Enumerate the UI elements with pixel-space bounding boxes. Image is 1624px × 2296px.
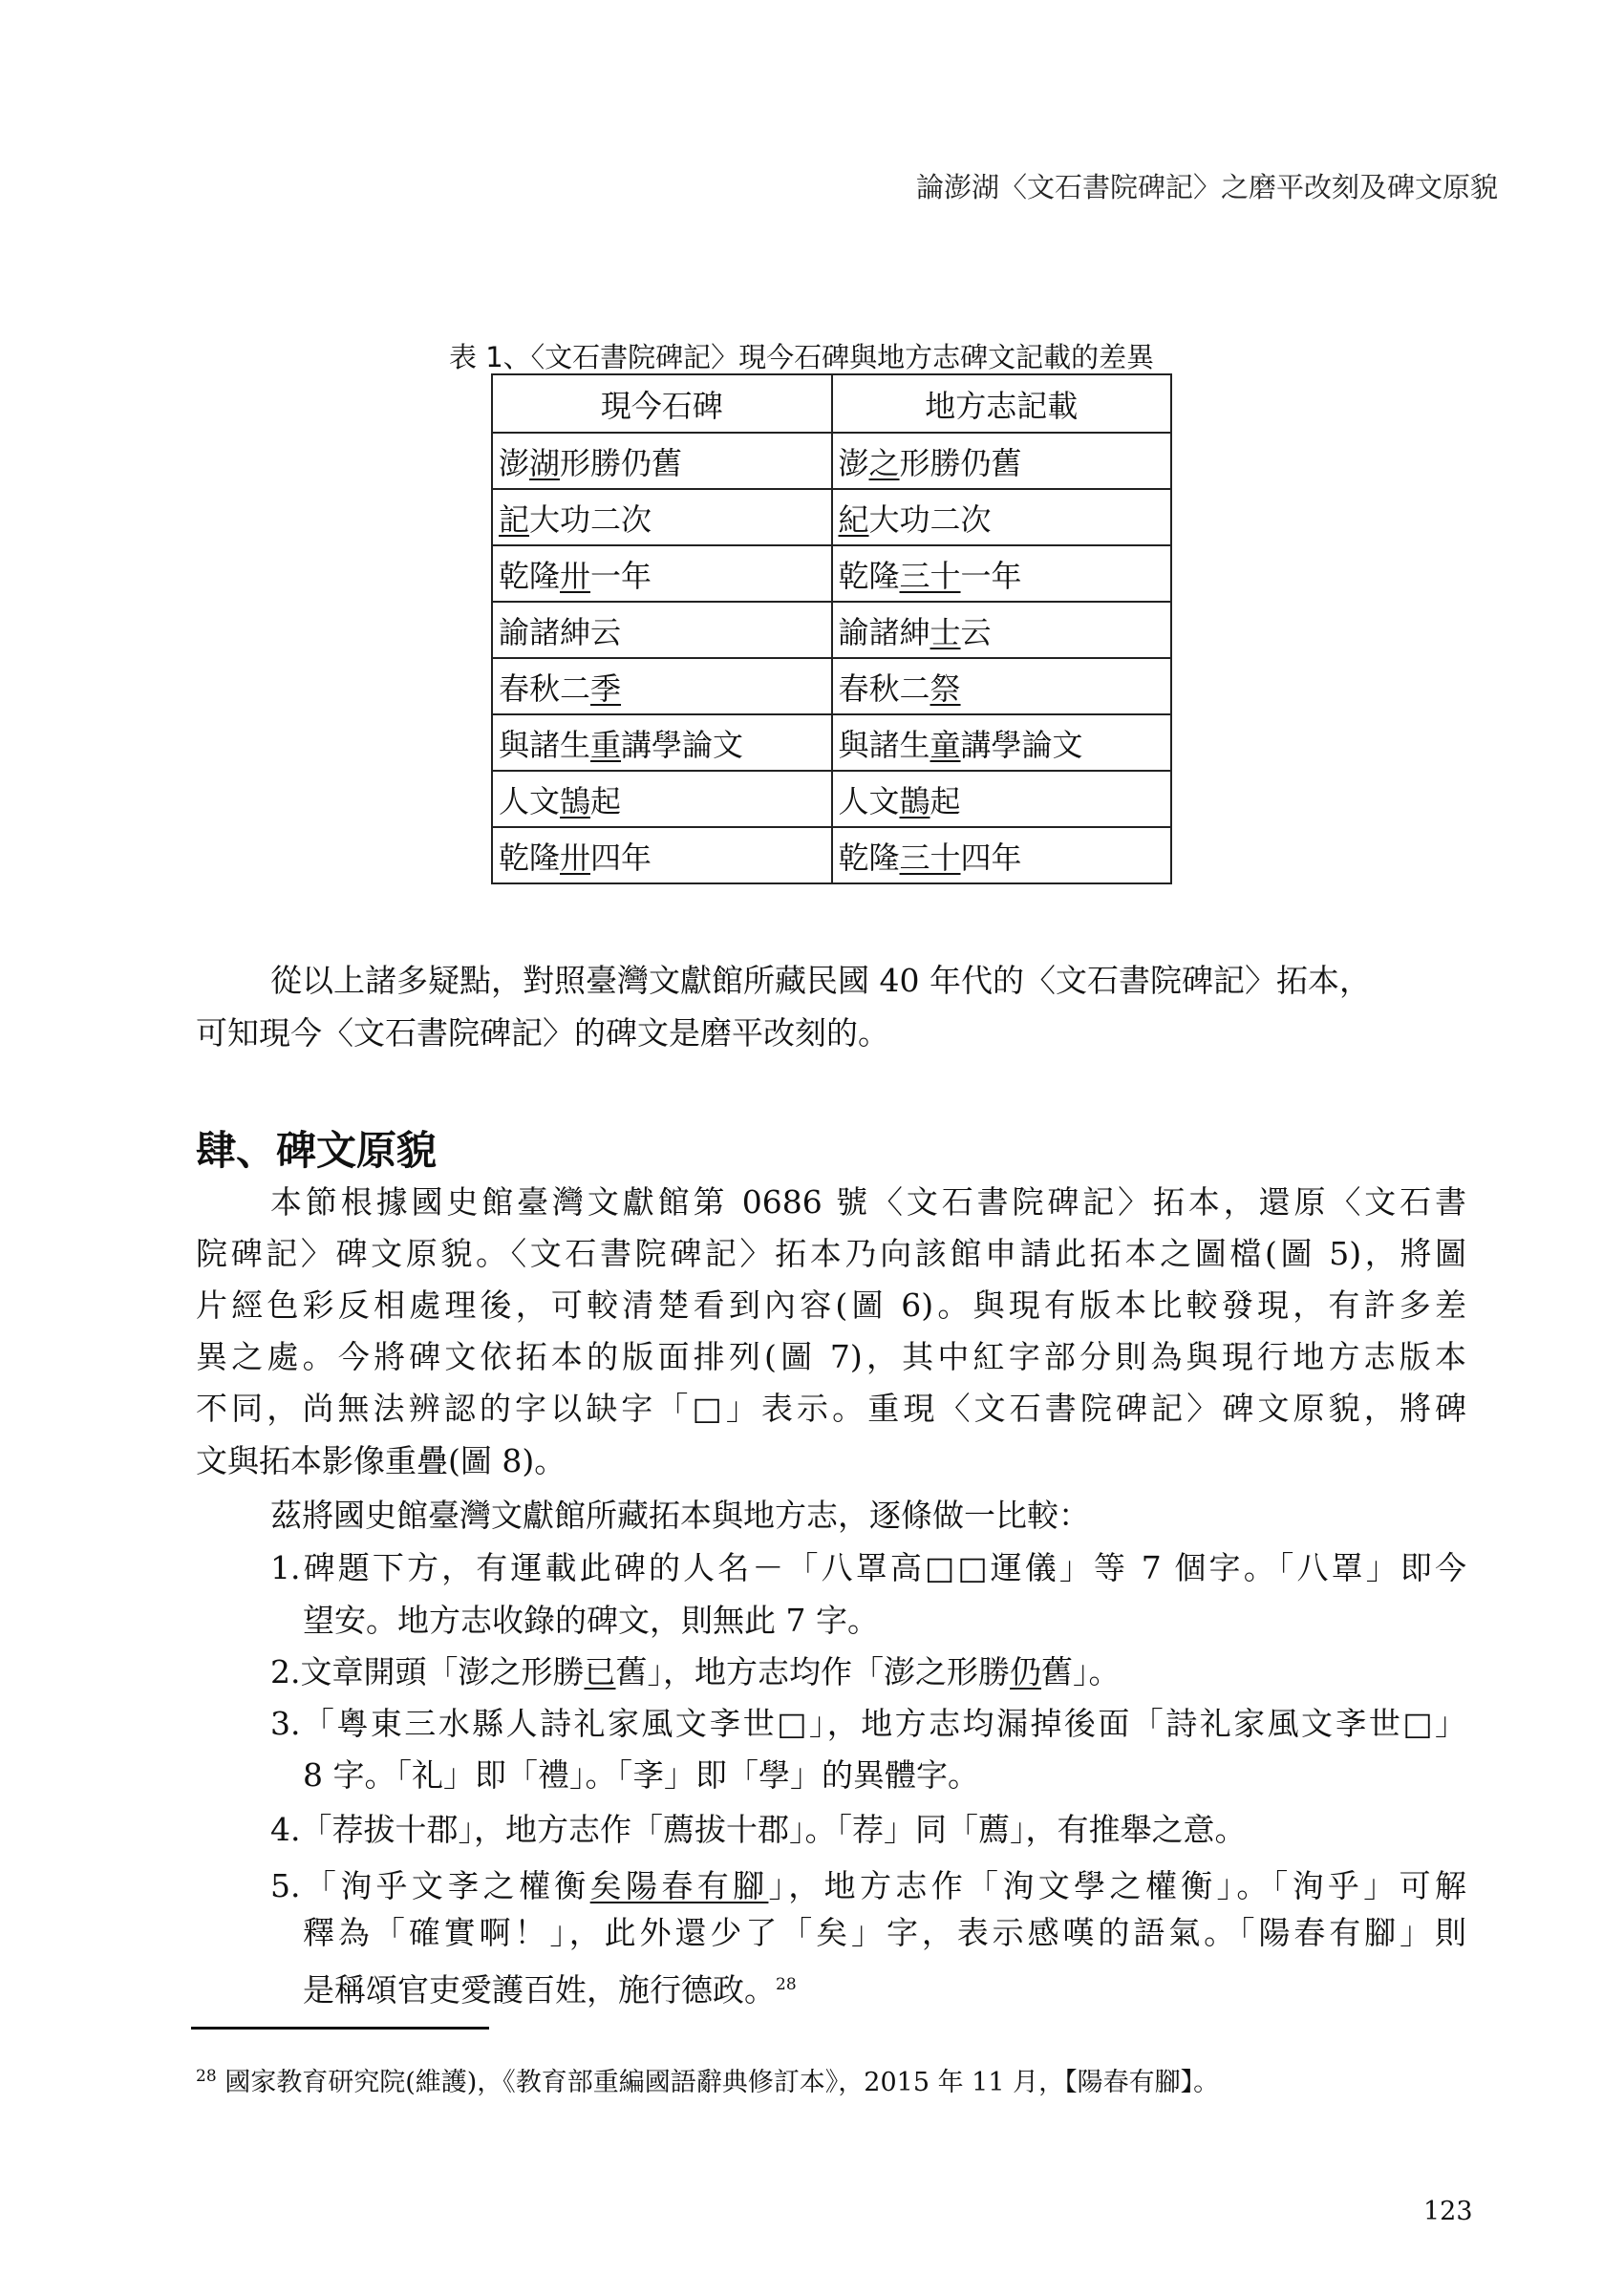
table-row xyxy=(492,545,1171,602)
table-cell xyxy=(492,658,832,714)
cell-text: 云 xyxy=(590,613,622,650)
cell-text: 與諸生 xyxy=(499,726,591,763)
paragraph-line: 可知現今〈文石書院碑記〉的碑文是磨平改刻的。 xyxy=(196,1014,889,1052)
table-row xyxy=(492,714,1171,771)
footnote-text: 國家教育研究院(維護)，《教育部重編國語辭典修訂本》，2015 年 11 月，【陽春有腳】。 xyxy=(224,2068,1220,2097)
text: 舊」，地方志均作「澎之形勝 xyxy=(615,1653,1010,1690)
text: 是稱頌官吏愛護百姓，施行德政。 xyxy=(303,1971,776,2009)
table-cell xyxy=(492,714,832,771)
cell-text: 人文 xyxy=(838,782,900,819)
list-item-5 xyxy=(270,1865,1466,1907)
footnote-number: 28 xyxy=(196,2067,217,2086)
paragraph-line: 文與拓本影像重疊(圖 8)。 xyxy=(196,1442,566,1479)
table-caption: 表 1、〈文石書院碑記〉現今石碑與地方志碑文記載的差異 xyxy=(449,341,1155,373)
paragraph-line: 院碑記〉碑文原貌。〈文石書院碑記〉拓本乃向該館申請此拓本之圖檔(圖 5)，將圖 xyxy=(196,1235,1466,1272)
cell-text: 與諸生 xyxy=(838,726,930,763)
cell-text: 乾隆 xyxy=(499,839,561,876)
comparison-table xyxy=(491,373,1172,884)
column-header: 地方志記載 xyxy=(832,374,1172,433)
text: 5.「洵乎文斈之權衡 xyxy=(270,1867,590,1904)
cell-text: 云 xyxy=(960,613,992,650)
table-cell xyxy=(492,827,832,883)
list-item-3-cont: 8 字。「礼」即「禮」。「斈」即「學」的異體字。 xyxy=(303,1756,979,1794)
table-row xyxy=(492,658,1171,714)
paragraph-line: 從以上諸多疑點，對照臺灣文獻館所藏民國 40 年代的〈文石書院碑記〉拓本， xyxy=(270,962,1371,999)
underlined-text: 紀 xyxy=(838,500,869,538)
cell-text: 澎 xyxy=(838,444,869,481)
list-item-5-cont xyxy=(303,1964,797,2009)
underlined-text: 仍 xyxy=(1010,1653,1041,1690)
underlined-text: 之 xyxy=(868,444,900,481)
running-header: 論澎湖〈文石書院碑記〉之磨平改刻及碑文原貌 xyxy=(915,171,1498,203)
underlined-text: 記 xyxy=(499,500,530,538)
list-item-5-cont: 釋為「確實啊！」，此外還少了「矣」字，表示感嘆的語氣。「陽春有腳」則 xyxy=(303,1914,1466,1951)
table-cell xyxy=(832,827,1172,883)
table-cell xyxy=(832,433,1172,489)
underlined-text: 三十 xyxy=(899,839,961,876)
cell-text: 起 xyxy=(590,782,622,819)
table-header-row xyxy=(492,374,1171,433)
underlined-text: 已 xyxy=(584,1653,616,1690)
list-item-1-cont: 望安。地方志收錄的碑文，則無此 7 字。 xyxy=(303,1602,879,1639)
list-item-2 xyxy=(270,1651,1121,1693)
table-row xyxy=(492,489,1171,545)
cell-text: 諭諸紳 xyxy=(838,613,930,650)
table-cell xyxy=(832,545,1172,602)
cell-text: 講學論文 xyxy=(960,726,1083,763)
text: 」，地方志作「洵文學之權衡」。「洵乎」可解 xyxy=(768,1867,1466,1904)
list-item-3: 3.「粵東三水縣人詩礼家風文斈世□」，地方志均漏掉後面「詩礼家風文斈世□」 xyxy=(270,1705,1466,1742)
table-row xyxy=(492,602,1171,658)
list-item-4: 4.「荐拔十郡」，地方志作「薦拔十郡」。「荐」同「薦」，有推舉之意。 xyxy=(270,1811,1247,1848)
table-cell xyxy=(492,433,832,489)
column-header: 現今石碑 xyxy=(492,374,832,433)
paragraph-line: 茲將國史館臺灣文獻館所藏拓本與地方志，逐條做一比較： xyxy=(270,1497,1090,1534)
underlined-text: 三十 xyxy=(899,557,961,594)
cell-text: 春秋二 xyxy=(499,670,591,707)
cell-text: 乾隆 xyxy=(838,839,900,876)
cell-text: 形勝仍舊 xyxy=(899,444,1022,481)
cell-text: 乾隆 xyxy=(838,557,900,594)
table-cell xyxy=(492,489,832,545)
underlined-text: 祭 xyxy=(930,670,961,707)
list-item-1: 1.碑題下方，有運載此碑的人名－「八罩高□□運儀」等 7 個字。「八罩」即今 xyxy=(270,1549,1466,1586)
section-heading: 肆、碑文原貌 xyxy=(196,1127,438,1174)
underlined-text: 卅 xyxy=(560,557,591,594)
cell-text: 澎 xyxy=(499,444,530,481)
cell-text: 大功二次 xyxy=(868,500,992,538)
paragraph-line: 不同，尚無法辨認的字以缺字「□」表示。重現〈文石書院碑記〉碑文原貌，將碑 xyxy=(196,1390,1466,1427)
table-cell xyxy=(832,771,1172,827)
page-number: 123 xyxy=(1423,2197,1473,2226)
table-row xyxy=(492,433,1171,489)
cell-text: 四年 xyxy=(960,839,1022,876)
footnote xyxy=(196,2061,1219,2098)
footnote-ref[interactable]: 28 xyxy=(776,1975,797,1994)
paragraph-line: 片經色彩反相處理後，可較清楚看到內容(圖 6)。與現有版本比較發現，有許多差 xyxy=(196,1286,1466,1324)
underlined-text: 童 xyxy=(930,726,961,763)
cell-text: 春秋二 xyxy=(838,670,930,707)
table-cell xyxy=(832,602,1172,658)
paragraph-line: 異之處。今將碑文依拓本的版面排列(圖 7)，其中紅字部分則為與現行地方志版本 xyxy=(196,1338,1466,1375)
table-cell xyxy=(492,545,832,602)
underlined-text: 鵠 xyxy=(560,782,591,819)
table-cell xyxy=(832,489,1172,545)
text: 舊」。 xyxy=(1041,1653,1121,1690)
footnote-divider xyxy=(191,2027,489,2030)
underlined-text: 湖 xyxy=(529,444,561,481)
underlined-text: 士 xyxy=(930,613,961,650)
table-row xyxy=(492,827,1171,883)
table-row xyxy=(492,771,1171,827)
cell-text: 一年 xyxy=(960,557,1022,594)
cell-text: 大功二次 xyxy=(529,500,652,538)
text: 2.文章開頭「澎之形勝 xyxy=(270,1653,585,1690)
underlined-text: 卅 xyxy=(560,839,591,876)
table-cell xyxy=(832,714,1172,771)
underlined-text: 矣陽春有腳 xyxy=(589,1867,769,1904)
table-cell xyxy=(492,602,832,658)
underlined-text: 鵲 xyxy=(899,782,930,819)
underlined-text: 季 xyxy=(590,670,622,707)
cell-text: 人文 xyxy=(499,782,561,819)
cell-text: 形勝仍舊 xyxy=(560,444,683,481)
underlined-text: 重 xyxy=(590,726,622,763)
cell-text: 乾隆 xyxy=(499,557,561,594)
table-cell xyxy=(832,658,1172,714)
paragraph-line: 本節根據國史館臺灣文獻館第 0686 號〈文石書院碑記〉拓本，還原〈文石書 xyxy=(270,1183,1466,1221)
cell-text: 四年 xyxy=(590,839,652,876)
table-cell xyxy=(492,771,832,827)
cell-text: 講學論文 xyxy=(621,726,744,763)
cell-text: 諭諸紳 xyxy=(499,613,591,650)
cell-text: 一年 xyxy=(590,557,652,594)
cell-text: 起 xyxy=(930,782,961,819)
